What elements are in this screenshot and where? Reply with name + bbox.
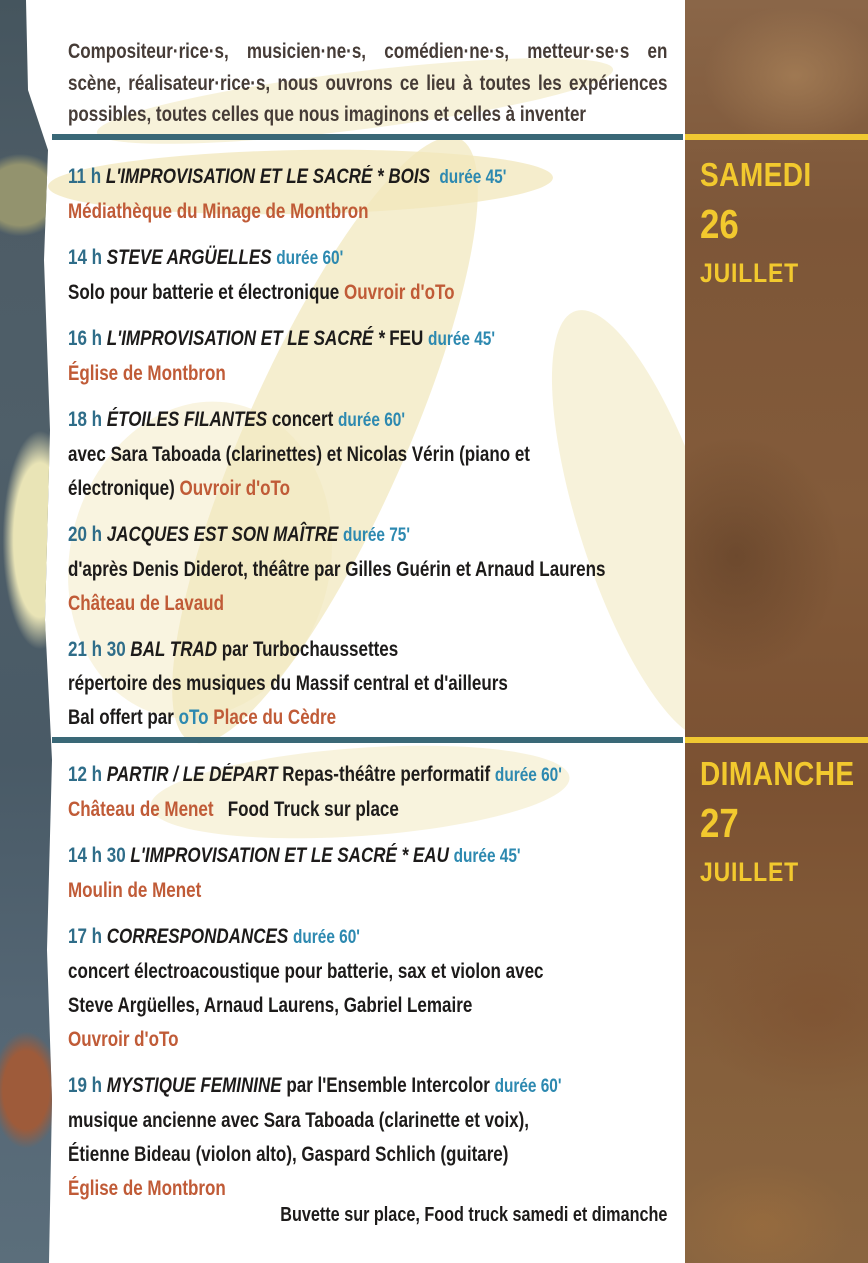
section-divider-yellow [685, 134, 868, 140]
event-time: 20 h [68, 523, 107, 546]
event-time: 11 h [68, 165, 106, 188]
day-month: JUILLET [700, 258, 800, 288]
event-venue-label: Ouvroir d'oTo [179, 477, 291, 500]
event-title: L'IMPROVISATION ET LE SACRÉ * BOIS [105, 165, 430, 188]
day-name: DIMANCHE [700, 755, 855, 792]
event-text: Étienne Bideau (violon alto), Gaspard Schlich (guitare) [68, 1143, 509, 1166]
event-venue-label: Église de Montbron [68, 362, 226, 385]
event-line [68, 667, 667, 701]
event-line [68, 195, 667, 229]
event-item [68, 839, 667, 908]
right-sidebar [685, 0, 868, 1263]
event-line [68, 1172, 667, 1206]
event-time: 16 h [68, 327, 107, 350]
day-header-sunday [700, 757, 862, 886]
event-time: 18 h [68, 408, 107, 431]
event-venue-label: Moulin de Menet [68, 879, 202, 902]
event-item [68, 518, 667, 621]
event-title: STEVE ARGÜELLES [106, 246, 272, 269]
event-title: PARTIR / LE DÉPART [106, 763, 278, 786]
day-number: 27 [700, 800, 739, 846]
event-time: 21 h 30 [68, 638, 131, 661]
event-title: MYSTIQUE FEMININE [106, 1074, 282, 1097]
event-text: Repas-théâtre performatif [277, 763, 495, 786]
event-line [68, 1069, 667, 1104]
event-time: 14 h [68, 246, 107, 269]
event-duration: durée 45' [428, 329, 496, 350]
event-time: 12 h [68, 763, 107, 786]
event-text: d'après Denis Diderot, théâtre par Gilles Guérin et Arnaud Laurens [68, 558, 606, 581]
event-line [68, 553, 667, 587]
event-title: L'IMPROVISATION ET LE SACRÉ * [106, 327, 390, 350]
event-line [68, 839, 667, 874]
event-item [68, 322, 667, 391]
event-line [68, 518, 667, 553]
event-line [68, 1104, 667, 1138]
event-text: FEU [389, 327, 429, 350]
oto-name: oTo [178, 706, 209, 729]
event-time: 17 h [68, 925, 107, 948]
event-line [68, 160, 667, 195]
event-title: L'IMPROVISATION ET LE SACRÉ * EAU [130, 844, 449, 867]
event-line [68, 920, 667, 955]
event-text: électronique) [68, 477, 180, 500]
event-title: JACQUES EST SON MAÎTRE [106, 523, 339, 546]
event-line [68, 276, 667, 310]
event-line [68, 633, 667, 667]
event-duration: durée 45' [439, 167, 507, 188]
event-text: concert électroacoustique pour batterie, sax et violon avec [68, 960, 544, 983]
event-item [68, 403, 667, 506]
event-line [68, 587, 667, 621]
event-line [68, 793, 667, 827]
event-text: concert [267, 408, 339, 431]
event-line [68, 1138, 667, 1172]
event-venue-label: Château de Menet [68, 798, 214, 821]
event-duration: durée 75' [343, 525, 411, 546]
event-line [68, 955, 667, 989]
event-line [68, 1023, 667, 1057]
event-time: 14 h 30 [68, 844, 131, 867]
event-item [68, 1069, 667, 1206]
event-text: Solo pour batterie et électronique [68, 281, 344, 304]
event-duration: durée 60' [338, 410, 405, 431]
event-venue-label: Ouvroir d'oTo [68, 1028, 179, 1051]
section-divider-teal [52, 737, 683, 743]
section-divider-yellow [685, 737, 868, 743]
event-text: avec Sara Taboada (clarinettes) et Nicolas Vérin (piano et [68, 443, 530, 466]
event-item [68, 160, 667, 229]
event-line [68, 874, 667, 908]
events-list-sunday [68, 758, 667, 1218]
event-item [68, 920, 667, 1057]
event-title: ÉTOILES FILANTES [106, 408, 268, 431]
event-text [430, 165, 439, 188]
left-painting-strip [0, 0, 54, 1263]
events-list-saturday [68, 160, 667, 747]
event-text: par l'Ensemble Intercolor [281, 1074, 495, 1097]
event-title: CORRESPONDANCES [106, 925, 289, 948]
event-venue-label: Ouvroir d'oTo [343, 281, 455, 304]
section-divider-teal [52, 134, 683, 140]
event-item [68, 633, 667, 735]
event-line [68, 241, 667, 276]
event-venue-label: Château de Lavaud [68, 592, 224, 615]
day-header-saturday [700, 158, 862, 287]
footer-note: Buvette sur place, Food truck samedi et dimanche [280, 1204, 668, 1226]
event-duration: durée 60' [292, 927, 360, 948]
event-text: musique ancienne avec Sara Taboada (clarinette et voix), [68, 1109, 530, 1132]
event-line [68, 758, 667, 793]
event-line [68, 701, 667, 735]
event-text: répertoire des musiques du Massif central et d'ailleurs [68, 672, 508, 695]
event-venue-label: Église de Montbron [68, 1177, 226, 1200]
event-text: Food Truck sur place [213, 798, 399, 821]
day-month: JUILLET [700, 857, 800, 887]
event-line [68, 403, 667, 438]
event-title: BAL TRAD [130, 638, 218, 661]
event-duration: durée 45' [453, 846, 521, 867]
event-line [68, 989, 667, 1023]
intro-text: Compositeur·rice·s, musicien·ne·s, comédien·ne·s, metteur·se·s en scène, réalisateur·rice·s, nous ouvrons ce lieu à toutes les expériences possibles, toutes celles que nous imaginons et celles à inventer [68, 40, 668, 126]
event-line [68, 472, 667, 506]
event-time: 19 h [68, 1074, 107, 1097]
day-number: 26 [700, 201, 739, 247]
event-venue-label: Place du Cèdre [213, 706, 337, 729]
event-duration: durée 60' [494, 1076, 562, 1097]
event-line [68, 357, 667, 391]
event-text: Bal offert par [68, 706, 179, 729]
event-item [68, 241, 667, 310]
event-duration: durée 60' [494, 765, 562, 786]
event-text: Steve Argüelles, Arnaud Laurens, Gabriel Lemaire [68, 994, 473, 1017]
event-line [68, 322, 667, 357]
event-venue-label: Médiathèque du Minage de Montbron [68, 200, 369, 223]
day-name: SAMEDI [700, 156, 812, 193]
event-duration: durée 60' [276, 248, 344, 269]
event-item [68, 758, 667, 827]
event-text: par Turbochaussettes [217, 638, 399, 661]
event-line [68, 438, 667, 472]
